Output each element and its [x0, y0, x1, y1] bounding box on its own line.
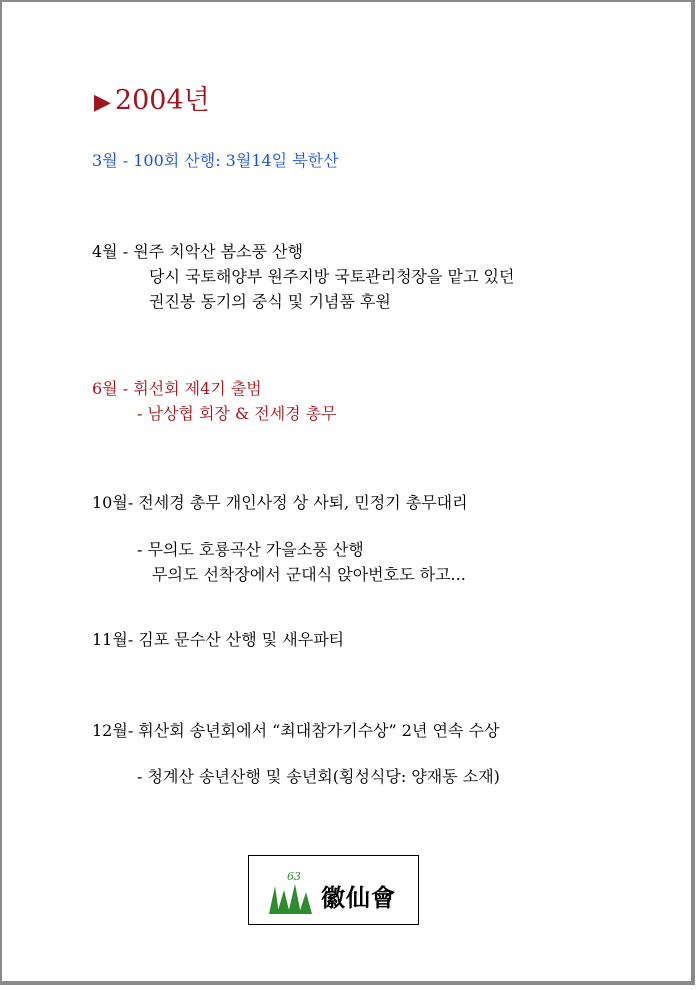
triangle-marker-icon: ▶: [94, 90, 111, 115]
mountain-logo-icon: [269, 866, 319, 916]
april-entry-title: 4월 - 원주 치악산 봄소풍 산행: [92, 242, 304, 261]
october-entry-detail-2: 무의도 선착장에서 군대식 앉아번호도 하고...: [152, 565, 466, 584]
logo-name: 徽仙會: [321, 883, 396, 912]
april-entry-detail-1: 당시 국토해양부 원주지방 국토관리청장을 맡고 있던: [149, 267, 515, 286]
june-entry-title: 6월 - 휘선회 제4기 출범: [92, 379, 262, 398]
october-entry-detail-1: - 무의도 호룡곡산 가을소풍 산행: [137, 540, 364, 559]
logo-number: 63: [287, 870, 301, 883]
november-entry: 11월- 김포 문수산 산행 및 새우파티: [92, 630, 345, 649]
april-entry-detail-2: 권진봉 동기의 중식 및 기념품 후원: [149, 292, 391, 311]
december-entry-title: 12월- 휘산회 송년회에서 “최대참가기수상” 2년 연속 수상: [92, 721, 500, 740]
october-entry-title: 10월- 전세경 총무 개인사정 상 사퇴, 민정기 총무대리: [92, 493, 468, 512]
june-entry-detail: - 남상협 회장 & 전세경 총무: [137, 404, 337, 423]
december-entry-detail: - 청계산 송년산행 및 송년회(횡성식당: 양재동 소재): [137, 767, 500, 786]
march-entry: 3월 - 100회 산행: 3월14일 북한산: [92, 151, 339, 170]
year-heading: [94, 78, 210, 117]
year-title: 2004년: [114, 85, 210, 116]
club-logo: [248, 855, 419, 925]
